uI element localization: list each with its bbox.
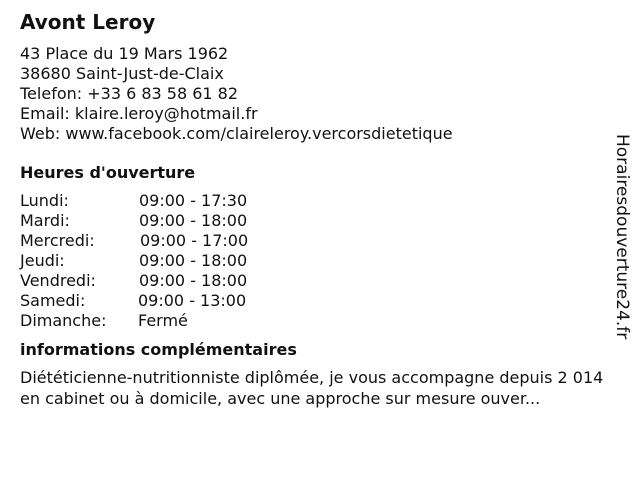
hours-row-wednesday [20,231,620,251]
additional-info-text: Diététicienne-nutritionniste diplômée, je vous accompagne depuis 2 014 en cabinet ou à domicile, avec une approche sur mesure ouver... [20,368,604,408]
hours-row-saturday [20,291,620,311]
hours-row-sunday [20,311,620,331]
address-city: 38680 Saint-Just-de-Claix [20,64,224,83]
opening-hours-list [20,191,620,331]
site-watermark: Horairesdouverture24.fr [612,134,632,340]
hours-day-label: Mercredi: [20,231,95,250]
hours-time-value: 09:00 - 18:00 [139,251,248,270]
hours-day-label: Jeudi: [20,251,65,270]
additional-info-heading: informations complémentaires [20,340,297,359]
hours-time-value: 09:00 - 13:00 [138,291,247,310]
hours-day-label: Vendredi: [20,271,96,290]
hours-row-thursday [20,251,620,271]
opening-hours-heading: Heures d'ouverture [20,163,196,182]
hours-row-tuesday [20,211,620,231]
hours-time-value: 09:00 - 17:30 [139,191,248,210]
hours-day-label: Lundi: [20,191,69,210]
hours-day-label: Mardi: [20,211,70,230]
business-name: Avont Leroy [20,10,156,34]
phone-line: Telefon: +33 6 83 58 61 82 [20,84,239,103]
email-line: Email: klaire.leroy@hotmail.fr [20,104,258,123]
business-card [20,8,620,409]
hours-row-monday [20,191,620,211]
hours-day-label: Dimanche: [20,311,107,330]
hours-time-value: 09:00 - 17:00 [140,231,249,250]
hours-time-value: 09:00 - 18:00 [139,211,248,230]
web-line: Web: www.facebook.com/claireleroy.vercorsdietetique [20,124,453,143]
hours-time-value: 09:00 - 18:00 [139,271,248,290]
hours-time-value: Fermé [138,311,188,330]
address-street: 43 Place du 19 Mars 1962 [20,44,229,63]
hours-row-friday [20,271,620,291]
hours-day-label: Samedi: [20,291,86,310]
